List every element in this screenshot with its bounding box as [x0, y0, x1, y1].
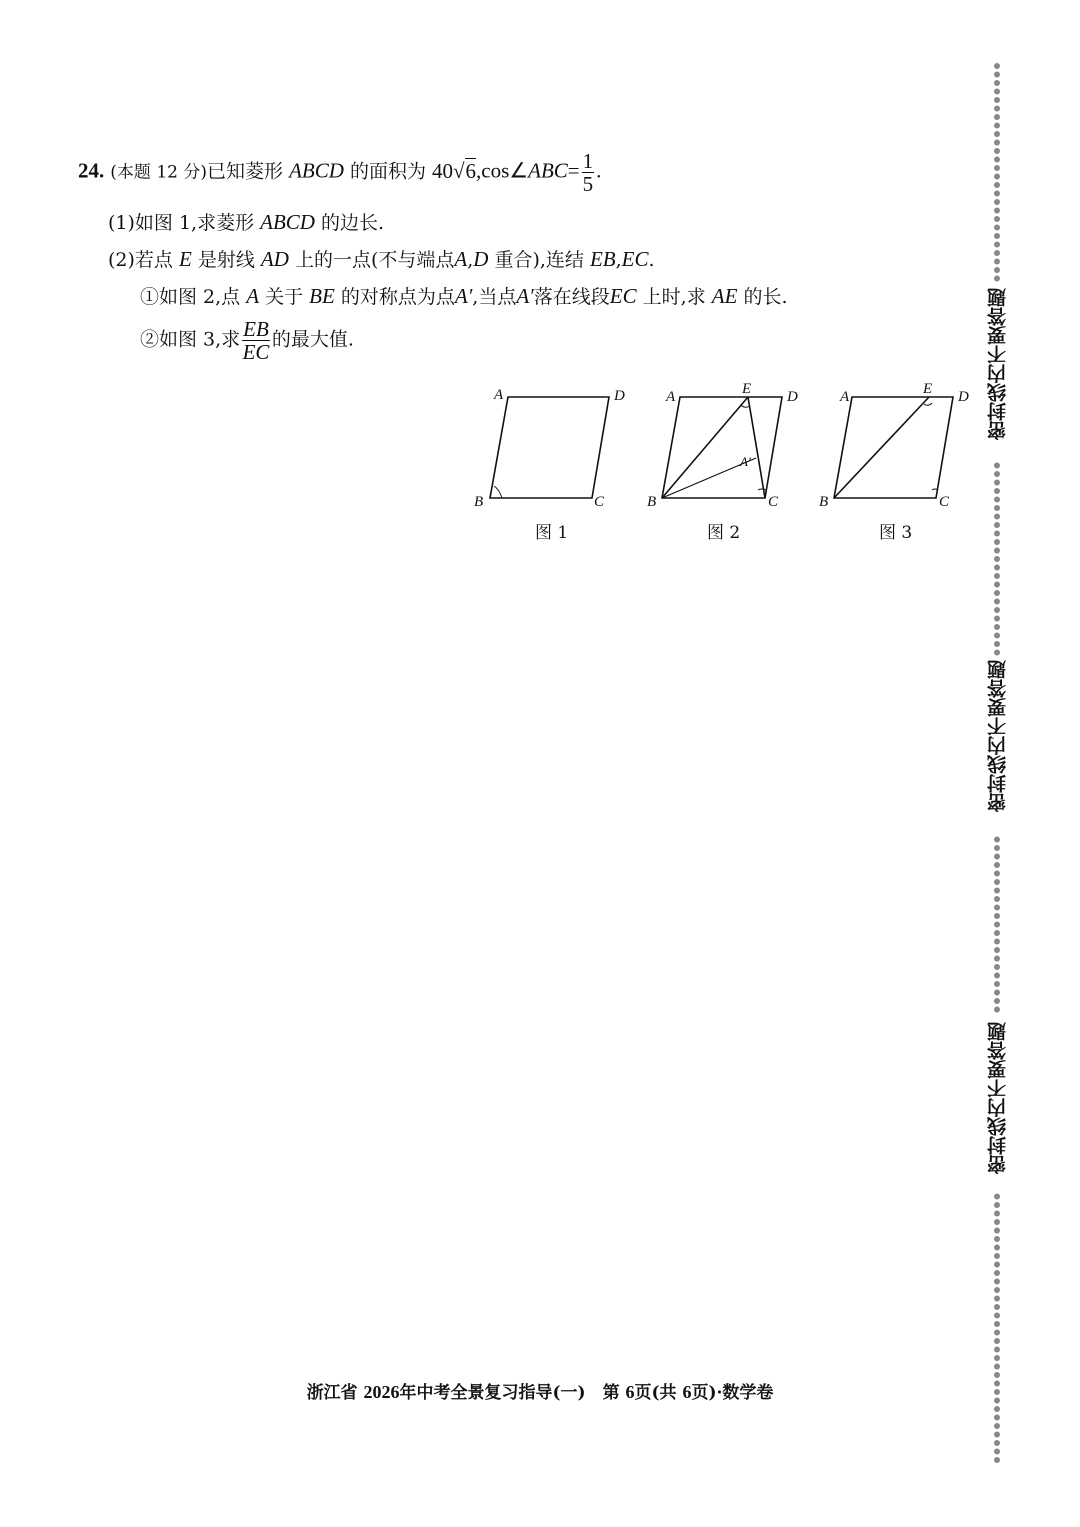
seal-dot [994, 199, 1000, 205]
seal-dot [994, 896, 1000, 902]
comma: , [467, 249, 474, 271]
seal-dot [994, 463, 1000, 469]
seal-dot [994, 1287, 1000, 1293]
fig1-label-c: C [594, 494, 605, 510]
seal-dot [994, 63, 1000, 69]
seal-dot [994, 97, 1000, 103]
fig3-label-e: E [923, 381, 933, 397]
seal-dot [994, 1406, 1000, 1412]
seal-dot [994, 871, 1000, 877]
seal-text-3: 密封线内不要答题 [986, 1022, 1009, 1174]
seal-dot [994, 556, 1000, 562]
seal-dot [994, 964, 1000, 970]
seal-dot [994, 1279, 1000, 1285]
seal-dot [994, 1304, 1000, 1310]
seal-dot [994, 1270, 1000, 1276]
seal-dot [994, 208, 1000, 214]
sub1-segment-be: BE [309, 284, 335, 308]
sub1-point-aprime-2: A′ [516, 284, 534, 308]
fig2-rhombus [662, 397, 782, 498]
seal-dot [994, 973, 1000, 979]
sub2-suffix: 的最大值. [271, 328, 354, 351]
seal-dot [994, 616, 1000, 622]
seal-dot [994, 1449, 1000, 1455]
seal-dot [994, 1372, 1000, 1378]
cos-denominator: 5 [582, 172, 594, 197]
seal-dot [994, 114, 1000, 120]
seal-dot [994, 1296, 1000, 1302]
footer-title: 年中考全景复习指导(一) 第 [399, 1383, 620, 1403]
seal-dot [994, 582, 1000, 588]
seal-dot [994, 522, 1000, 528]
comma-2: , [615, 249, 622, 271]
fig1-caption: 图 1 [535, 523, 569, 543]
equals-sign: = [567, 158, 580, 183]
seal-dot [994, 1440, 1000, 1446]
page-footer [0, 1378, 1080, 1403]
seal-dot [994, 641, 1000, 647]
seal-dot [994, 1236, 1000, 1242]
fig1-label-b: B [474, 494, 484, 510]
fig2-segment-be [662, 397, 748, 498]
seal-dot [994, 233, 1000, 239]
area-radicand: 6 [465, 158, 477, 183]
seal-dot [994, 998, 1000, 1004]
seal-dot [994, 157, 1000, 163]
seal-dot [994, 148, 1000, 154]
figure-2 [647, 381, 798, 510]
seal-dot [994, 250, 1000, 256]
seal-dot [994, 1398, 1000, 1404]
seal-dot [994, 1211, 1000, 1217]
seal-dot [994, 650, 1000, 656]
seal-dot [994, 1194, 1000, 1200]
fig3-angle-mark-c [932, 489, 938, 490]
fig2-label-c: C [768, 494, 779, 510]
fig2-label-b: B [647, 494, 657, 510]
fig1-label-a: A [494, 387, 504, 403]
footer-province: 浙江省 [306, 1383, 358, 1403]
part1-prefix: (1)如图 1,求菱形 [108, 212, 255, 234]
sub2-prefix: ②如图 3,求 [140, 328, 241, 351]
seal-dot [994, 1321, 1000, 1327]
seal-dot [994, 922, 1000, 928]
seal-dot [994, 72, 1000, 78]
seal-dot [994, 837, 1000, 843]
seal-dot [994, 1202, 1000, 1208]
seal-warning-2 [985, 660, 1011, 816]
seal-dot [994, 1228, 1000, 1234]
seal-dot [994, 633, 1000, 639]
point-a: A [454, 247, 468, 271]
figure-1 [474, 387, 625, 510]
fig2-caption: 图 2 [707, 523, 741, 543]
fig2-label-e: E [742, 381, 752, 397]
seal-dot [994, 1415, 1000, 1421]
seal-dot [994, 225, 1000, 231]
fig3-label-b: B [819, 494, 829, 510]
seal-dot [994, 242, 1000, 248]
seal-dot [994, 140, 1000, 146]
fig3-label-a: A [840, 389, 850, 405]
seal-dot [994, 497, 1000, 503]
seal-dot [994, 1007, 1000, 1013]
seal-dot [994, 80, 1000, 86]
seal-dot [994, 216, 1000, 222]
seal-dot [994, 1355, 1000, 1361]
seal-dot [994, 1262, 1000, 1268]
seal-dot [994, 1347, 1000, 1353]
fig2-angle-mark-c [758, 489, 766, 490]
fig3-label-c: C [939, 494, 950, 510]
sub1-point-a: A [246, 284, 260, 308]
seal-dot [994, 174, 1000, 180]
seal-dot [994, 1245, 1000, 1251]
ray-ad: AD [260, 247, 289, 271]
part2-text-3: 重合),连结 [494, 249, 584, 271]
seal-dot [994, 89, 1000, 95]
seal-dot [994, 845, 1000, 851]
sub1-segment-ae: AE [711, 284, 738, 308]
seal-dot [994, 123, 1000, 129]
seal-dot [994, 888, 1000, 894]
sub1-text-3: ,当点 [472, 286, 517, 308]
figure-3 [819, 381, 969, 510]
cos-label: ,cos∠ [476, 158, 529, 183]
cos-angle: ABC [528, 158, 568, 183]
ratio-numerator: EB [243, 317, 269, 341]
seal-dot [994, 590, 1000, 596]
seal-dot [994, 276, 1000, 282]
seal-dot [994, 259, 1000, 265]
fig2-label-a: A [666, 389, 676, 405]
area-coef: 40 [432, 158, 454, 183]
problem-points: (本题 12 分) [110, 162, 208, 183]
seal-warning-3 [985, 1022, 1011, 1178]
cos-numerator: 1 [582, 149, 594, 173]
point-e: E [178, 247, 192, 271]
seal-dot [994, 480, 1000, 486]
seal-dot [994, 862, 1000, 868]
fig2-label-d: D [787, 389, 798, 405]
seal-dot [994, 599, 1000, 605]
sub1-text-2: 的对称点为点 [340, 286, 455, 308]
seal-text-1: 密封线内不要答题 [986, 288, 1009, 440]
seal-dot [994, 905, 1000, 911]
seal-warning-1 [985, 288, 1011, 444]
footer-page: 6 [625, 1382, 635, 1402]
seal-dot [994, 879, 1000, 885]
fig2-segment-ec [748, 397, 765, 498]
seal-dot [994, 191, 1000, 197]
seal-dot [994, 471, 1000, 477]
fig1-label-d: D [614, 388, 625, 404]
seal-dot [994, 956, 1000, 962]
rhombus-name: ABCD [289, 158, 344, 183]
point-d: D [473, 247, 489, 271]
sub1-point-aprime: A′ [454, 284, 473, 308]
seal-dot [994, 939, 1000, 945]
part2-end: . [648, 249, 655, 271]
seal-dot [994, 488, 1000, 494]
sub1-suffix: 的长. [743, 286, 788, 308]
fig1-angle-mark-b [494, 486, 502, 498]
part2-prefix: (2)若点 [108, 249, 173, 271]
seal-dot [994, 165, 1000, 171]
sqrt-sign: √6 [453, 158, 477, 183]
stem-text: 已知菱形 [207, 160, 284, 183]
part1-suffix: 的边长. [321, 212, 385, 234]
fig1-rhombus [490, 397, 609, 498]
footer-year: 2026 [363, 1382, 400, 1402]
seal-dot [994, 548, 1000, 554]
seal-dot [994, 854, 1000, 860]
fig3-label-d: D [958, 389, 969, 405]
seal-dot [994, 913, 1000, 919]
seal-dot [994, 1219, 1000, 1225]
seal-dot [994, 1389, 1000, 1395]
seal-dot [994, 531, 1000, 537]
seal-dot [994, 514, 1000, 520]
part2-text-2: 上的一点(不与端点 [294, 249, 455, 271]
seal-dot [994, 539, 1000, 545]
seal-dot [994, 267, 1000, 273]
stem-end: . [596, 158, 602, 183]
seal-dot [994, 981, 1000, 987]
seal-text-2: 密封线内不要答题 [986, 660, 1009, 812]
sub1-text-4: 落在线段 [533, 286, 610, 308]
seal-dot [994, 505, 1000, 511]
sub1-text-5: 上时,求 [642, 286, 706, 308]
fig3-rhombus [834, 397, 953, 498]
seal-dot [994, 1457, 1000, 1463]
seal-dot [994, 1423, 1000, 1429]
fig3-angle-mark-e [924, 403, 932, 405]
seal-dot [994, 990, 1000, 996]
seal-dot [994, 1364, 1000, 1370]
seal-dot [994, 947, 1000, 953]
seal-dot [994, 624, 1000, 630]
seal-dot [994, 1330, 1000, 1336]
seal-dot [994, 607, 1000, 613]
seal-dot [994, 106, 1000, 112]
footer-subject: 页)·数学卷 [691, 1383, 774, 1403]
fig3-segment-be [834, 397, 929, 498]
problem-number: 24. [78, 158, 105, 183]
sub1-text-1: 关于 [265, 286, 304, 308]
seal-dot [994, 1338, 1000, 1344]
ratio-denominator: EC [242, 340, 270, 365]
seal-dot [994, 565, 1000, 571]
seal-dot [994, 573, 1000, 579]
figures [0, 0, 1080, 560]
seal-dot [994, 930, 1000, 936]
segment-ec: EC [621, 247, 649, 271]
footer-text-3: 页(共 [634, 1383, 677, 1403]
sub1-segment-ec: EC [609, 284, 637, 308]
seal-dot [994, 1432, 1000, 1438]
part1-name: ABCD [260, 210, 315, 234]
seal-dot [994, 1381, 1000, 1387]
footer-total: 6 [682, 1382, 692, 1402]
part2-text-1: 是射线 [197, 249, 255, 271]
segment-eb: EB [589, 247, 616, 271]
seal-dot [994, 182, 1000, 188]
seal-dot [994, 1253, 1000, 1259]
seal-dot [994, 131, 1000, 137]
stem-text-2: 的面积为 [349, 160, 426, 183]
seal-dot [994, 1313, 1000, 1319]
fig2-label-a1: A′ [740, 454, 751, 469]
fig3-caption: 图 3 [879, 523, 913, 543]
sub1-prefix: ①如图 2,点 [140, 286, 241, 308]
